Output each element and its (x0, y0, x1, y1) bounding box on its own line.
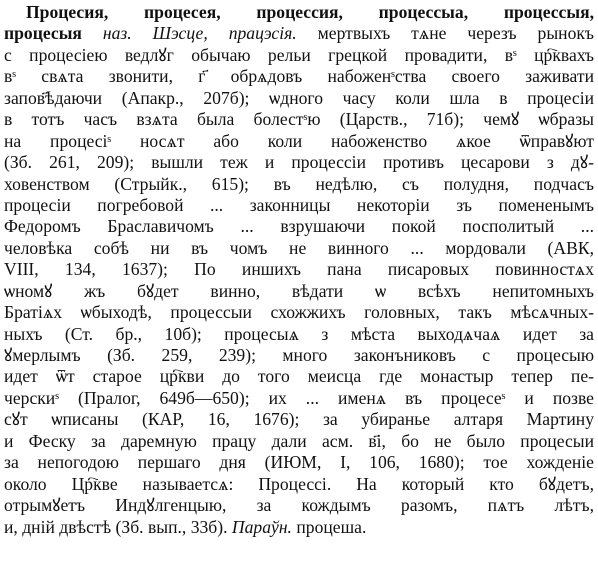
entry-line: Братіѧх ѡбыходѣ, процессыи схожжихъ головных, такъ мѣсѧчных- (4, 302, 594, 323)
entry-line: сꙋт ѡписаны (КАР, 16, 1676); за убиранье алтаря Мартину (4, 409, 594, 430)
entry-line: (Зб. 261, 209); вышли теж и процессіи противъ цесарови з дꙋ- (4, 152, 594, 173)
entry-line: ѡномꙋ жъ бꙋдет винно, вѣдати ѡ всѣхъ непитомныхъ (4, 280, 594, 301)
entry-last-line (4, 517, 594, 538)
entry-line: в тотъ часъ взѧта была болестˢю (Царств., 71б); чемꙋ ѡбразы (4, 109, 594, 130)
headword-last-variant: процесыя (4, 23, 82, 44)
entry-line: ныхъ (Ст. бр., 10б); процесыѧ з мѣста выходѧчаѧ идет за (4, 323, 594, 344)
entry-headword-line (4, 2, 594, 23)
entry-line: запов҃ѣдаючи (Апакр., 207б); ѡдного часу коли шла в процесіи (4, 87, 594, 108)
entry-line: VIII, 134, 1637); По иншихъ пана писаровых повинностѧх (4, 259, 594, 280)
entry-line: около Цр҇кве называетсѧ: Процессі. На который кто бꙋдетъ, (4, 473, 594, 494)
dictionary-entry (4, 2, 594, 583)
entry-line: на процесіˢ носѧт або коли набоженство ѧкое ѿправꙋют (4, 130, 594, 151)
entry-line-text: мертвыхъ тѧне черезъ рынокъ (317, 23, 595, 44)
entry-line (4, 23, 594, 44)
entry-line: идет ѿт старое цр҇кви до того меисца где монастыр тепер пе- (4, 366, 594, 387)
grammar-label: наз. Шэсце, працэсія. (102, 23, 297, 44)
entry-line: и Феску за даремную працу дали асм. в҃і, бо не было процесыи (4, 430, 594, 451)
entry-line: Федоромъ Браславичомъ ... взрушаючи покой посполитый ... (4, 216, 594, 237)
entry-line: с процесіею ведлꙋг обычаю рельи грецкой провадити, вˢ цр҇квахъ (4, 44, 594, 65)
entry-line: процесіи погребовой ... законницы некоторіи зъ помененымъ (4, 194, 594, 215)
cross-reference: процеша. (296, 516, 367, 537)
entry-line: вˢ свѧта звонити, г҃ обрѧдовъ набоженˢства своего заживати (4, 66, 594, 87)
entry-line: ꙋмерлымъ (Зб. 259, 239); много законъниковъ с процесыю (4, 345, 594, 365)
compare-label: Параўн. (231, 516, 292, 537)
headword-variants: Процесия, процесея, процессия, процессыа, процессыя, (26, 2, 594, 22)
entry-line: ховенством (Стрыйк., 615); въ недѣлю, съ полудня, подчасъ (4, 173, 594, 194)
entry-line: отрымꙋетъ Индꙋлгенцыю, за кождымъ разомъ, пѧтъ лѣтъ, (4, 495, 594, 516)
entry-line: человѣка собѣ ни въ чомъ не винного ... мордовали (АВК, (4, 237, 594, 258)
entry-line: черскиˢ (Пралог, 649б—650); их ... именѧ въ процесеˢ и позве (4, 387, 594, 408)
last-line-text: и, дній двѣстѣ (Зб. вып., 33б). (4, 516, 228, 537)
entry-line: за непогодою першаго дня (ИЮМ, I, 106, 1680); тое хожденіе (4, 452, 594, 473)
